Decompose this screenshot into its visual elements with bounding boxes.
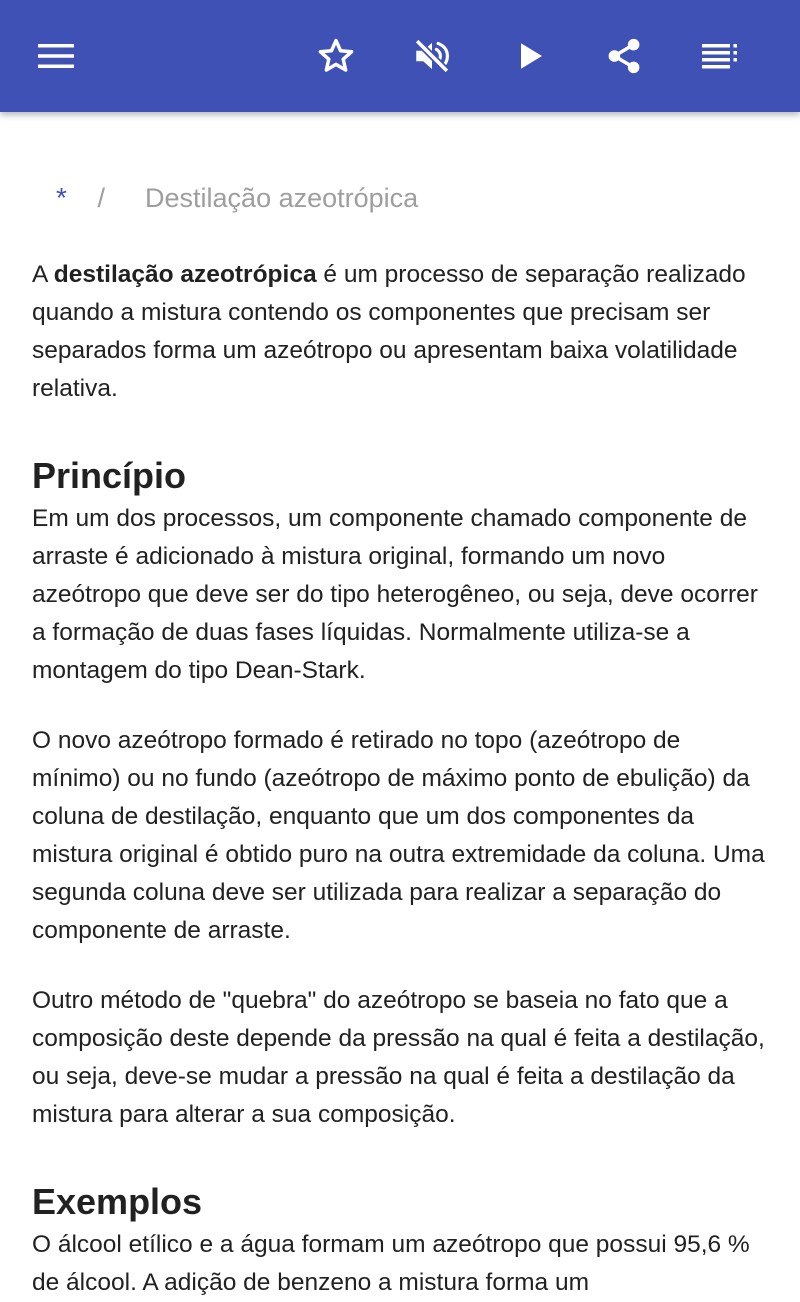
mute-button[interactable] (400, 24, 464, 88)
breadcrumb (56, 182, 418, 214)
intro-paragraph (32, 256, 772, 408)
app-toolbar (0, 0, 800, 112)
intro-text-before: A (32, 261, 54, 288)
breadcrumb-home-link[interactable]: * (56, 182, 67, 213)
star-outline-icon (315, 35, 357, 77)
paragraph: O novo azeótropo formado é retirado no topo (azeótropo de mínimo) ou no fundo (azeótropo de máximo ponto de ebulição) da coluna de destilação, enquanto que um dos componentes da mistura original é obtido puro na outra extremidade da coluna. Uma segunda coluna deve ser utilizada para realizar a separação do componente de arraste. (32, 727, 765, 944)
share-icon (603, 35, 645, 77)
section-heading-principio: Princípio (32, 455, 187, 496)
breadcrumb-current-page: Destilação azeotrópica (145, 183, 419, 213)
contents-button[interactable] (688, 24, 752, 88)
menu-icon (36, 42, 76, 70)
article-content (0, 112, 800, 1296)
article-body (32, 256, 772, 1302)
section-heading-exemplos: Exemplos (32, 1181, 203, 1222)
breadcrumb-separator: / (97, 183, 106, 213)
bookmark-button[interactable] (304, 24, 368, 88)
share-button[interactable] (592, 24, 656, 88)
paragraph: Em um dos processos, um componente chamado componente de arraste é adicionado à mistura original, formando um novo azeótropo que deve ser do tipo heterogêneo, ou seja, deve ocorrer a formação de duas fases líquidas. Normalmente utiliza-se a montagem do tipo Dean-Stark. (32, 505, 758, 684)
paragraph: Outro método de "quebra" do azeótropo se baseia no fato que a composição deste depende da pressão na qual é feita a destilação, ou seja, deve-se mudar a pressão na qual é feita a destilação da mistura para alterar a sua composição. (32, 987, 765, 1128)
playlist-icon (700, 42, 740, 70)
intro-text-after: é um processo de separação realizado quando a mistura contendo os componentes que precisam ser separados forma um azeótropo ou apresentam baixa volatilidade relativa. (32, 261, 746, 402)
play-button[interactable] (498, 24, 562, 88)
play-icon (512, 38, 548, 74)
intro-term: destilação azeotrópica (53, 261, 317, 288)
menu-button[interactable] (24, 24, 88, 88)
volume-off-icon (411, 35, 453, 77)
paragraph: O álcool etílico e a água formam um azeótropo que possui 95,6 % de álcool. A adição de benzeno a mistura forma um (32, 1231, 750, 1296)
